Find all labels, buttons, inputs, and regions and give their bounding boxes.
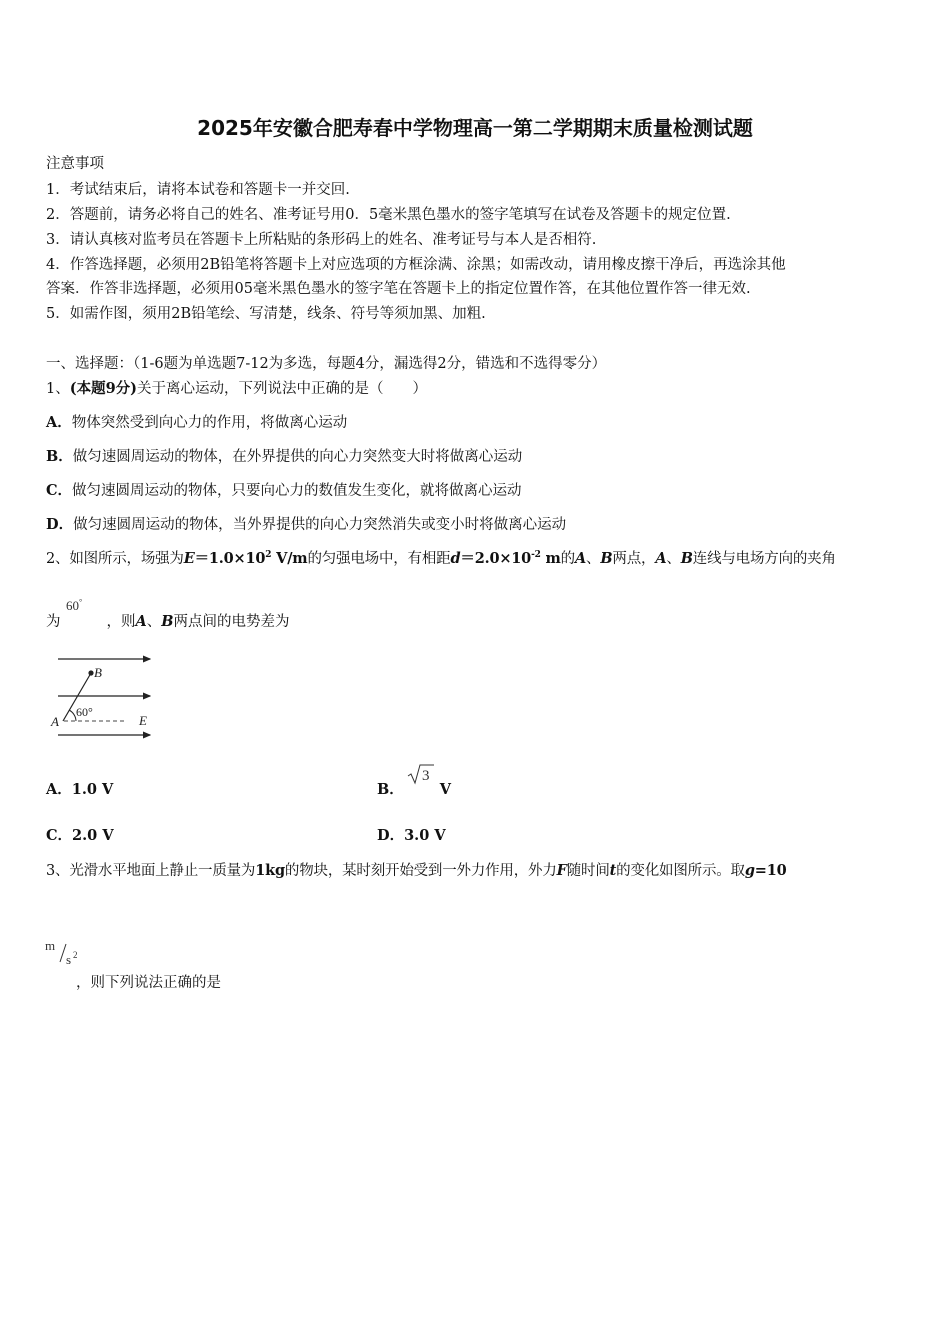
notice-item-4-cont: 答案．作答非选择题，必须用05毫米黑色墨水的签字笔在答题卡上的指定位置作答，在其他位置作答一律无效. bbox=[46, 281, 751, 297]
q2-text: 连线与电场方向的夹角 bbox=[692, 551, 836, 567]
option-text: 物体突然受到向心力的作用，将做离心运动 bbox=[71, 415, 348, 431]
var-A: A bbox=[574, 550, 587, 567]
unit-s: s bbox=[66, 952, 72, 967]
option-text: 1.0 V bbox=[71, 781, 114, 798]
q2-text: 两点， bbox=[612, 551, 656, 567]
q1-option-a bbox=[46, 411, 347, 432]
q3-text: 3、光滑水平地面上静止一质量为 bbox=[46, 863, 256, 879]
label-angle: 60° bbox=[76, 705, 93, 719]
point-B bbox=[88, 670, 93, 675]
q1-score: (本题9分) bbox=[69, 380, 138, 397]
sqrt-3-formula bbox=[406, 762, 436, 786]
q3-stem-line1 bbox=[46, 859, 787, 880]
notice-item-5: 5．如需作图，须用2B铅笔绘、写清楚，线条、符号等须加黑、加粗. bbox=[46, 306, 486, 322]
unit-m: m bbox=[45, 938, 56, 953]
var-A: A bbox=[135, 613, 147, 630]
q1-option-d bbox=[46, 513, 566, 534]
notice-item-4: 4．作答选择题，必须用2B铅笔将答题卡上对应选项的方框涂满、涂黑；如需改动，请用橡皮擦干净后，再选涂其他 bbox=[46, 257, 786, 273]
sqrt-radicand: 3 bbox=[422, 768, 430, 784]
option-text: 做匀速圆周运动的物体，在外界提供的向心力突然变大时将做离心运动 bbox=[72, 449, 523, 465]
q2-unit: m bbox=[540, 550, 561, 567]
option-label: B． bbox=[46, 448, 73, 465]
q2-exponent: 2 bbox=[265, 550, 272, 561]
q1-number: 1、 bbox=[46, 381, 70, 397]
var-g: g bbox=[744, 862, 755, 879]
sqrt-sign bbox=[408, 765, 434, 783]
q2-option-c bbox=[46, 824, 114, 845]
q2-text: 、 bbox=[146, 614, 162, 630]
notice-item-2: 2．答题前，请务必将自己的姓名、准考证号用0．5毫米黑色墨水的签字笔填写在试卷及答题卡的规定位置. bbox=[46, 207, 731, 223]
unit-exponent: 2 bbox=[73, 950, 78, 960]
angle-value: 60 bbox=[66, 598, 79, 613]
section-heading: 一、选择题：（1-6题为单选题7-12为多选，每题4分，漏选得2分，错选和不选得零分） bbox=[46, 356, 607, 372]
q1-option-c bbox=[46, 479, 522, 500]
option-label: D． bbox=[377, 827, 405, 844]
var-B: B bbox=[600, 550, 613, 567]
q2-unit: V/m bbox=[271, 550, 308, 567]
q2-text: 、 bbox=[666, 551, 681, 567]
q2-option-a bbox=[46, 778, 113, 799]
var-d: d bbox=[450, 550, 461, 567]
option-label: D． bbox=[46, 516, 74, 533]
unit-m-per-s2-formula bbox=[44, 936, 84, 968]
option-text: 做匀速圆周运动的物体，当外界提供的向心力突然消失或变小时将做离心运动 bbox=[73, 517, 567, 533]
q1-stem bbox=[46, 377, 427, 398]
q3-stem-line3: ，则下列说法正确的是 bbox=[76, 975, 221, 991]
notice-item-1: 1．考试结束后，请将本试卷和答题卡一并交回. bbox=[46, 182, 350, 198]
q2-text: 2、如图所示，场强为 bbox=[46, 551, 184, 567]
q2-value: ＝2.0×10 bbox=[460, 550, 532, 567]
q2-text: ，则 bbox=[106, 614, 136, 630]
electric-field-figure bbox=[50, 648, 160, 744]
option-text: 3.0 V bbox=[404, 827, 446, 844]
option-label: C． bbox=[46, 482, 73, 499]
var-E: E bbox=[183, 550, 195, 567]
q2-stem-line1 bbox=[46, 547, 836, 568]
option-label: B． bbox=[377, 781, 404, 798]
q2-text: 的匀强电场中，有相距 bbox=[307, 551, 451, 567]
q2-text: 的 bbox=[560, 551, 575, 567]
q2-text: 两点间的电势差为 bbox=[173, 614, 290, 630]
q3-g-value: =10 bbox=[754, 862, 787, 879]
q1-text: 关于离心运动，下列说法中正确的是（ ） bbox=[137, 381, 428, 397]
option-unit: V bbox=[439, 781, 452, 798]
q3-text: 随时间 bbox=[566, 863, 610, 879]
notice-item-3: 3．请认真核对监考员在答题卡上所粘贴的条形码上的姓名、准考证号与本人是否相符. bbox=[46, 232, 597, 248]
q2-value: ＝1.0×10 bbox=[194, 550, 266, 567]
var-t: t bbox=[609, 862, 617, 879]
angle-arc bbox=[69, 710, 76, 721]
option-label: A． bbox=[46, 781, 72, 798]
q3-text: 的变化如图所示。取 bbox=[616, 863, 745, 879]
label-B: B bbox=[94, 665, 102, 680]
q2-text: 为 bbox=[46, 614, 61, 630]
var-B: B bbox=[161, 613, 174, 630]
q2-option-d bbox=[377, 824, 446, 845]
q3-mass: 1kg bbox=[255, 862, 285, 879]
page-title: 2025年安徽合肥寿春中学物理高一第二学期期末质量检测试题 bbox=[197, 116, 753, 140]
q1-option-b bbox=[46, 445, 522, 466]
q2-text: 、 bbox=[586, 551, 601, 567]
option-label: C． bbox=[46, 827, 73, 844]
angle-60-formula: 60° bbox=[66, 597, 83, 613]
option-text: 做匀速圆周运动的物体，只要向心力的数值发生变化，就将做离心运动 bbox=[72, 483, 522, 499]
var-F: F bbox=[556, 862, 567, 879]
q2-stem-line2 bbox=[46, 610, 290, 631]
option-text: 2.0 V bbox=[72, 827, 114, 844]
label-A: A bbox=[51, 714, 59, 729]
label-E: E bbox=[139, 713, 147, 728]
var-A: A bbox=[655, 550, 667, 567]
q3-text: 的物块，某时刻开始受到一外力作用，外力 bbox=[284, 863, 557, 879]
notice-heading: 注意事项 bbox=[46, 156, 104, 172]
option-label: A． bbox=[46, 414, 72, 431]
q2-exponent: -2 bbox=[531, 550, 541, 561]
var-B: B bbox=[680, 550, 693, 567]
